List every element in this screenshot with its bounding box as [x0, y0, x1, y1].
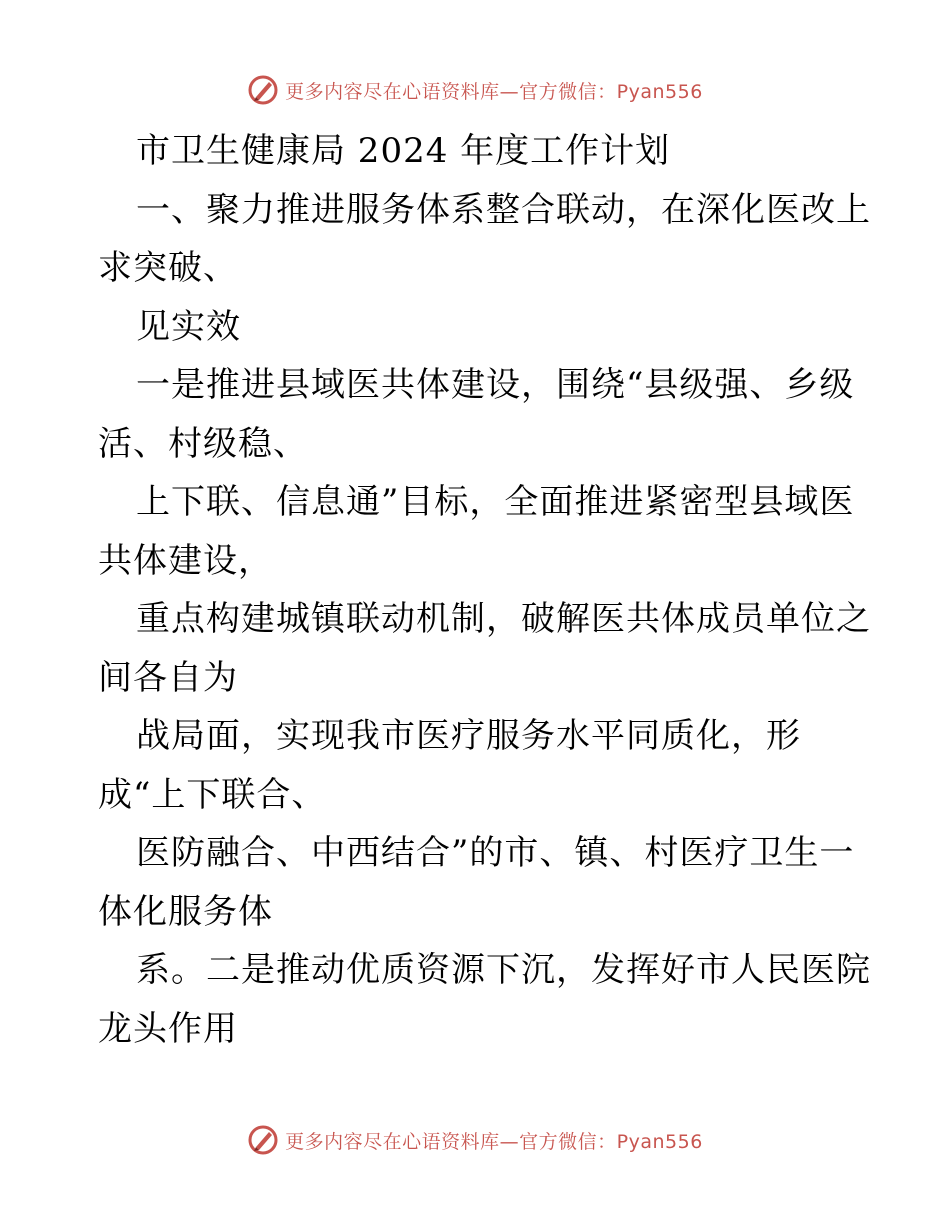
pen-seal-logo-icon: [247, 1124, 279, 1156]
text-line: 重点构建城镇联动机制，破解医共体成员单位之: [136, 599, 871, 639]
footer-banner: [0, 1120, 950, 1160]
text-line: 见实效: [136, 306, 241, 347]
text-line: 龙头作用: [98, 1008, 238, 1049]
section-heading: 一、聚力推进服务体系整合联动，在深化医改上: [136, 189, 871, 230]
header-banner: [0, 70, 950, 110]
text-line: 战局面，实现我市医疗服务水平同质化，形: [136, 716, 801, 756]
text-line: 求突破、: [98, 248, 238, 288]
text-line: 系。二是推动优质资源下沉，发挥好市人民医院: [136, 950, 871, 990]
document-title: 市卫生健康局 2024 年度工作计划: [136, 131, 671, 171]
banner-text: 更多内容尽在心语资料库—官方微信：Pyan556: [285, 1130, 703, 1153]
text-line: 上下联、信息通”目标，全面推进紧密型县域医: [136, 482, 855, 522]
text-line: 共体建设，: [98, 540, 273, 581]
text-line: 成“上下联合、: [98, 774, 327, 815]
text-line: 医防融合、中西结合”的市、镇、村医疗卫生一: [136, 833, 855, 873]
text-line: 间各自为: [98, 657, 238, 698]
text-line: 体化服务体: [98, 891, 273, 932]
text-line: 一是推进县域医共体建设，围绕“县级强、乡级: [136, 365, 855, 405]
pen-seal-logo-icon: [247, 74, 279, 106]
document-body: [98, 122, 871, 1058]
banner-text: 更多内容尽在心语资料库—官方微信：Pyan556: [285, 80, 703, 103]
text-line: 活、村级稳、: [98, 423, 308, 464]
